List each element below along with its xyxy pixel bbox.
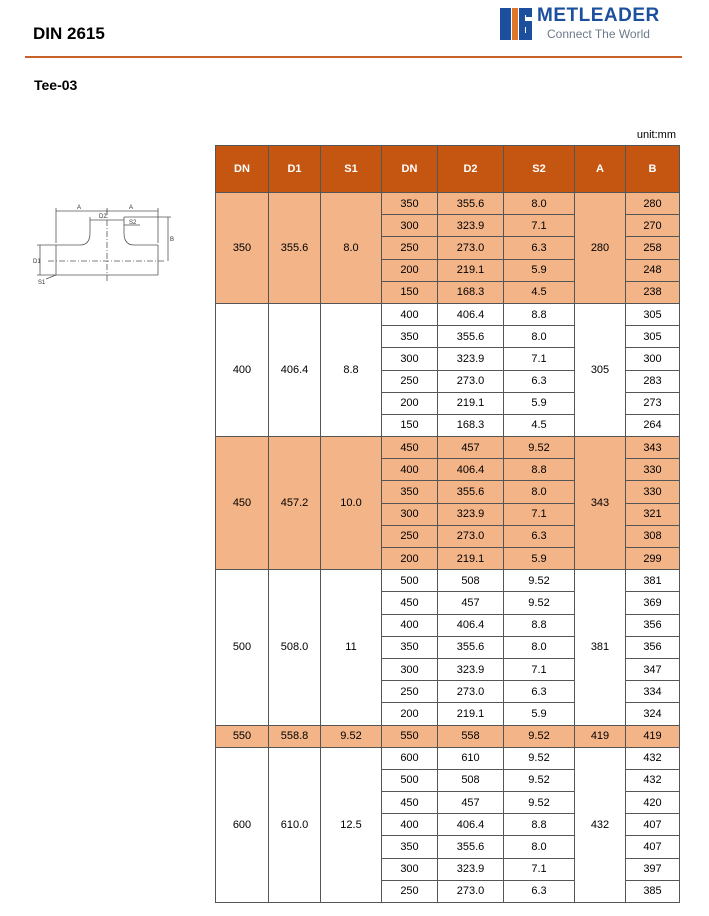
cell-dn-run: 600 [216,747,269,902]
cell-s2: 9.52 [504,792,575,814]
dim-label-d2: D2 [99,214,107,220]
cell-d1: 558.8 [269,725,321,747]
cell-s1: 10.0 [321,437,382,570]
cell-dn-run: 400 [216,303,269,436]
cell-d2: 168.3 [438,281,504,303]
column-header-dn-run: DN [216,146,269,193]
logo-mark-icon [499,7,533,41]
cell-dn-branch: 200 [382,548,438,570]
cell-s2: 8.0 [504,326,575,348]
cell-b: 238 [626,281,680,303]
cell-dn-branch: 450 [382,592,438,614]
cell-b: 330 [626,481,680,503]
cell-a: 343 [575,437,626,570]
cell-s2: 8.8 [504,303,575,325]
cell-dn-branch: 150 [382,414,438,436]
cell-d2: 355.6 [438,636,504,658]
cell-dn-branch: 350 [382,836,438,858]
cell-d2: 219.1 [438,703,504,725]
cell-b: 280 [626,193,680,215]
cell-dn-branch: 300 [382,658,438,680]
dim-label-a-right: A [129,205,134,211]
brand-logo [499,5,679,45]
column-header-b: B [626,146,680,193]
cell-b: 407 [626,836,680,858]
cell-b: 356 [626,636,680,658]
cell-d2: 457 [438,592,504,614]
cell-d2: 273.0 [438,370,504,392]
cell-b: 305 [626,326,680,348]
cell-s2: 9.52 [504,769,575,791]
cell-dn-branch: 200 [382,392,438,414]
cell-dn-branch: 350 [382,326,438,348]
dim-label-d1: D1 [33,259,41,265]
cell-b: 283 [626,370,680,392]
cell-b: 324 [626,703,680,725]
cell-b: 300 [626,348,680,370]
cell-dn-branch: 300 [382,858,438,880]
cell-b: 273 [626,392,680,414]
cell-dn-branch: 200 [382,703,438,725]
table-row [216,437,680,459]
cell-s2: 8.0 [504,836,575,858]
cell-dn-branch: 350 [382,193,438,215]
cell-b: 343 [626,437,680,459]
cell-s2: 7.1 [504,503,575,525]
cell-dn-branch: 550 [382,725,438,747]
brand-tagline: Connect The World [547,27,650,41]
cell-d2: 355.6 [438,481,504,503]
cell-b: 299 [626,548,680,570]
cell-s2: 5.9 [504,703,575,725]
cell-d2: 323.9 [438,503,504,525]
cell-d2: 273.0 [438,681,504,703]
cell-dn-branch: 300 [382,215,438,237]
cell-s2: 7.1 [504,348,575,370]
column-header-s1: S1 [321,146,382,193]
cell-d2: 273.0 [438,880,504,902]
cell-b: 432 [626,747,680,769]
cell-b: 385 [626,880,680,902]
cell-b: 356 [626,614,680,636]
cell-d2: 168.3 [438,414,504,436]
cell-d2: 273.0 [438,237,504,259]
document-title: DIN 2615 [33,24,105,43]
dimension-table [215,145,680,903]
cell-dn-branch: 300 [382,348,438,370]
table-body [216,193,680,903]
cell-d2: 323.9 [438,658,504,680]
cell-d1: 457.2 [269,437,321,570]
cell-d2: 219.1 [438,259,504,281]
cell-s2: 5.9 [504,548,575,570]
cell-s2: 5.9 [504,259,575,281]
cell-s2: 8.0 [504,193,575,215]
cell-b: 334 [626,681,680,703]
section-title: Tee-03 [34,77,78,93]
cell-b: 397 [626,858,680,880]
cell-s2: 9.52 [504,437,575,459]
cell-b: 407 [626,814,680,836]
cell-dn-branch: 250 [382,880,438,902]
cell-d2: 508 [438,769,504,791]
cell-d1: 610.0 [269,747,321,902]
cell-b: 258 [626,237,680,259]
cell-d2: 558 [438,725,504,747]
cell-s2: 6.3 [504,681,575,703]
cell-s2: 5.9 [504,392,575,414]
cell-d2: 273.0 [438,525,504,547]
cell-s2: 9.52 [504,747,575,769]
cell-d2: 355.6 [438,193,504,215]
cell-d1: 355.6 [269,193,321,304]
cell-dn-branch: 400 [382,459,438,481]
cell-d2: 406.4 [438,459,504,481]
cell-a: 381 [575,570,626,725]
cell-dn-branch: 500 [382,769,438,791]
cell-b: 305 [626,303,680,325]
cell-dn-branch: 250 [382,681,438,703]
dim-label-a-left: A [77,205,82,211]
brand-name: METLEADER [537,5,660,26]
column-header-a: A [575,146,626,193]
column-header-d2: D2 [438,146,504,193]
cell-b: 248 [626,259,680,281]
tee-diagram [28,203,178,288]
cell-d2: 508 [438,570,504,592]
cell-b: 308 [626,525,680,547]
cell-d1: 508.0 [269,570,321,725]
cell-s2: 4.5 [504,414,575,436]
cell-dn-branch: 250 [382,525,438,547]
cell-s2: 6.3 [504,370,575,392]
cell-s2: 7.1 [504,658,575,680]
cell-d2: 610 [438,747,504,769]
cell-b: 381 [626,570,680,592]
cell-a: 432 [575,747,626,902]
cell-s2: 7.1 [504,215,575,237]
cell-dn-branch: 450 [382,792,438,814]
cell-d2: 406.4 [438,614,504,636]
cell-s2: 6.3 [504,525,575,547]
cell-b: 330 [626,459,680,481]
cell-dn-branch: 400 [382,303,438,325]
cell-s2: 9.52 [504,725,575,747]
cell-dn-run: 350 [216,193,269,304]
cell-s2: 8.0 [504,481,575,503]
cell-s2: 9.52 [504,570,575,592]
column-header-dn-branch: DN [382,146,438,193]
cell-b: 321 [626,503,680,525]
cell-dn-branch: 350 [382,636,438,658]
cell-d2: 355.6 [438,836,504,858]
cell-s2: 8.8 [504,614,575,636]
cell-s2: 8.8 [504,459,575,481]
cell-s1: 8.0 [321,193,382,304]
cell-dn-run: 450 [216,437,269,570]
cell-dn-branch: 600 [382,747,438,769]
header-divider [25,56,682,58]
cell-s1: 9.52 [321,725,382,747]
cell-b: 347 [626,658,680,680]
table-row [216,303,680,325]
cell-d2: 323.9 [438,858,504,880]
table-row [216,725,680,747]
cell-b: 264 [626,414,680,436]
cell-a: 305 [575,303,626,436]
cell-s2: 4.5 [504,281,575,303]
cell-b: 369 [626,592,680,614]
cell-d2: 219.1 [438,548,504,570]
cell-dn-branch: 500 [382,570,438,592]
column-header-s2: S2 [504,146,575,193]
cell-dn-run: 550 [216,725,269,747]
cell-dn-branch: 400 [382,814,438,836]
cell-d2: 457 [438,437,504,459]
cell-b: 432 [626,769,680,791]
cell-s2: 8.8 [504,814,575,836]
cell-d2: 323.9 [438,348,504,370]
table-row [216,570,680,592]
cell-d2: 355.6 [438,326,504,348]
table-row [216,193,680,215]
cell-dn-branch: 350 [382,481,438,503]
table-header-row [216,146,680,193]
cell-d2: 323.9 [438,215,504,237]
cell-dn-branch: 200 [382,259,438,281]
cell-d1: 406.4 [269,303,321,436]
cell-dn-branch: 150 [382,281,438,303]
dim-label-b: B [170,237,175,243]
cell-s1: 11 [321,570,382,725]
cell-s2: 6.3 [504,880,575,902]
column-header-d1: D1 [269,146,321,193]
cell-a: 280 [575,193,626,304]
cell-s1: 8.8 [321,303,382,436]
cell-dn-branch: 250 [382,370,438,392]
cell-s2: 7.1 [504,858,575,880]
cell-d2: 406.4 [438,303,504,325]
cell-s2: 9.52 [504,592,575,614]
cell-a: 419 [575,725,626,747]
cell-dn-branch: 400 [382,614,438,636]
cell-dn-branch: 300 [382,503,438,525]
cell-b: 419 [626,725,680,747]
cell-dn-run: 500 [216,570,269,725]
cell-b: 420 [626,792,680,814]
cell-s2: 8.0 [504,636,575,658]
table-row [216,747,680,769]
cell-s1: 12.5 [321,747,382,902]
dim-label-s2: S2 [129,220,137,226]
cell-b: 270 [626,215,680,237]
dim-label-s1: S1 [38,280,46,286]
cell-d2: 406.4 [438,814,504,836]
cell-d2: 457 [438,792,504,814]
cell-s2: 6.3 [504,237,575,259]
unit-label: unit:mm [636,129,676,141]
cell-dn-branch: 250 [382,237,438,259]
cell-dn-branch: 450 [382,437,438,459]
cell-d2: 219.1 [438,392,504,414]
